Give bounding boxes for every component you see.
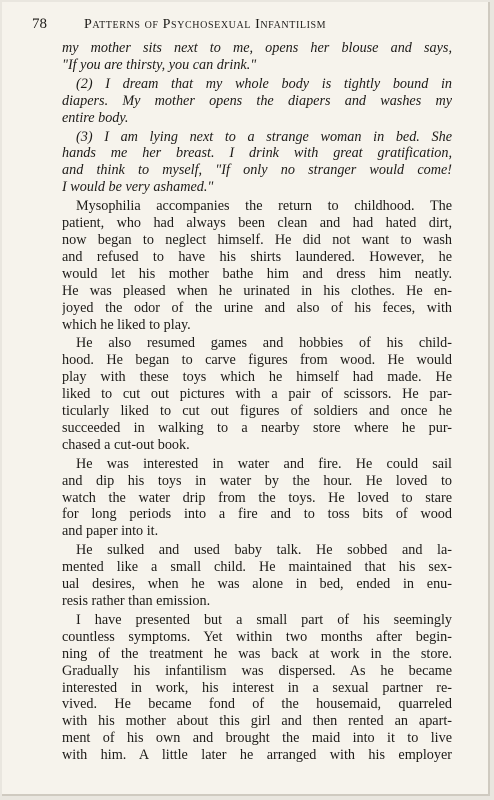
text-line: play with these toys which he himself had made. He — [62, 369, 452, 386]
text-line: (2) I dream that my whole body is tightly bound in — [76, 75, 452, 92]
text-line: and think to myself, "If only no stranger would come! — [62, 162, 452, 179]
text-line: mented like a small child. He maintained that his sex- — [62, 559, 452, 576]
text-line: Gradually his infantilism was dispersed. As he became — [62, 662, 452, 679]
text-line: I would be very ashamed." — [62, 179, 214, 196]
text-line: interested in work, his interest in a sexual partner re- — [62, 679, 452, 696]
text-line: ment of his own and brought the maid into it to live — [62, 730, 452, 747]
text-line: ticularly liked to cut out figures of soldiers and once he — [62, 403, 452, 420]
text-line: diapers. My mother opens the diapers and washes my — [62, 92, 452, 109]
text-line: (3) I am lying next to a strange woman in bed. She — [76, 128, 452, 145]
text-line: watch the water drip from the toys. He loved to stare — [62, 489, 452, 506]
book-page — [2, 2, 490, 796]
page-header — [32, 16, 452, 38]
text-line: for long periods into a fire and to toss bits of wood — [62, 506, 452, 523]
paragraph-recovery — [62, 612, 452, 764]
paragraph-games — [62, 335, 452, 453]
text-line: patient, who had always been clean and had hated dirt, — [62, 215, 452, 232]
text-line: with his mother about this girl and then rented an apart- — [62, 713, 452, 730]
text-line: He was pleased when he urinated in his clothes. He en- — [62, 282, 452, 299]
paragraph-baby-talk — [62, 542, 452, 610]
text-line: and paper into it. — [62, 523, 159, 540]
running-title: Patterns of Psychosexual Infantilism — [84, 17, 327, 32]
text-line: and refused to have his shirts laundered. However, he — [62, 248, 452, 265]
text-line: I have presented but a small part of his seemingly — [76, 611, 452, 628]
text-line: He sulked and used baby talk. He sobbed and la- — [76, 542, 452, 559]
text-line: He was interested in water and fire. He could sail — [76, 455, 452, 472]
text-line: succeeded in walking to a nearby store where he pur- — [62, 419, 452, 436]
text-line: hood. He began to carve figures from wood. He would — [62, 352, 452, 369]
text-line: and dip his toys in water by the hour. He loved to — [62, 472, 452, 489]
text-line: my mother sits next to me, opens her blouse and says, — [62, 40, 452, 56]
text-line: with him. A little later he arranged with his employer — [62, 747, 452, 764]
text-line: ning of the treatment he was back at work in the store. — [62, 645, 452, 662]
text-line: now began to neglect himself. He did not want to wash — [62, 231, 452, 248]
dream-3 — [62, 129, 452, 197]
page-body — [62, 40, 452, 764]
text-line: would let his mother bathe him and dress him neatly. — [62, 265, 452, 282]
text-line: which he liked to play. — [62, 316, 191, 333]
dream-1-continuation — [62, 40, 452, 74]
text-line: joyed the odor of the urine and also of his feces, with — [62, 299, 452, 316]
page-number: 78 — [32, 16, 47, 32]
text-line: ual desires, when he was alone in bed, ended in enu- — [62, 576, 452, 593]
text-line: countless symptoms. Yet within two months after begin- — [62, 628, 452, 645]
text-line: He also resumed games and hobbies of his child- — [76, 335, 452, 352]
paragraph-mysophilia — [62, 198, 452, 333]
text-line: "If you are thirsty, you can drink." — [62, 56, 257, 73]
text-line: chased a cut-out book. — [62, 436, 190, 453]
text-line: Mysophilia accompanies the return to childhood. The — [76, 198, 452, 215]
text-line: resis rather than emission. — [62, 593, 211, 609]
text-line: entire body. — [62, 109, 129, 126]
text-line: liked to cut out pictures with a pair of scissors. He par- — [62, 386, 452, 403]
text-line: hands me her breast. I drink with great gratification, — [62, 145, 452, 162]
paragraph-water-fire — [62, 456, 452, 541]
text-line: vived. He became fond of the housemaid, quarreled — [62, 696, 452, 713]
dream-2 — [62, 76, 452, 127]
